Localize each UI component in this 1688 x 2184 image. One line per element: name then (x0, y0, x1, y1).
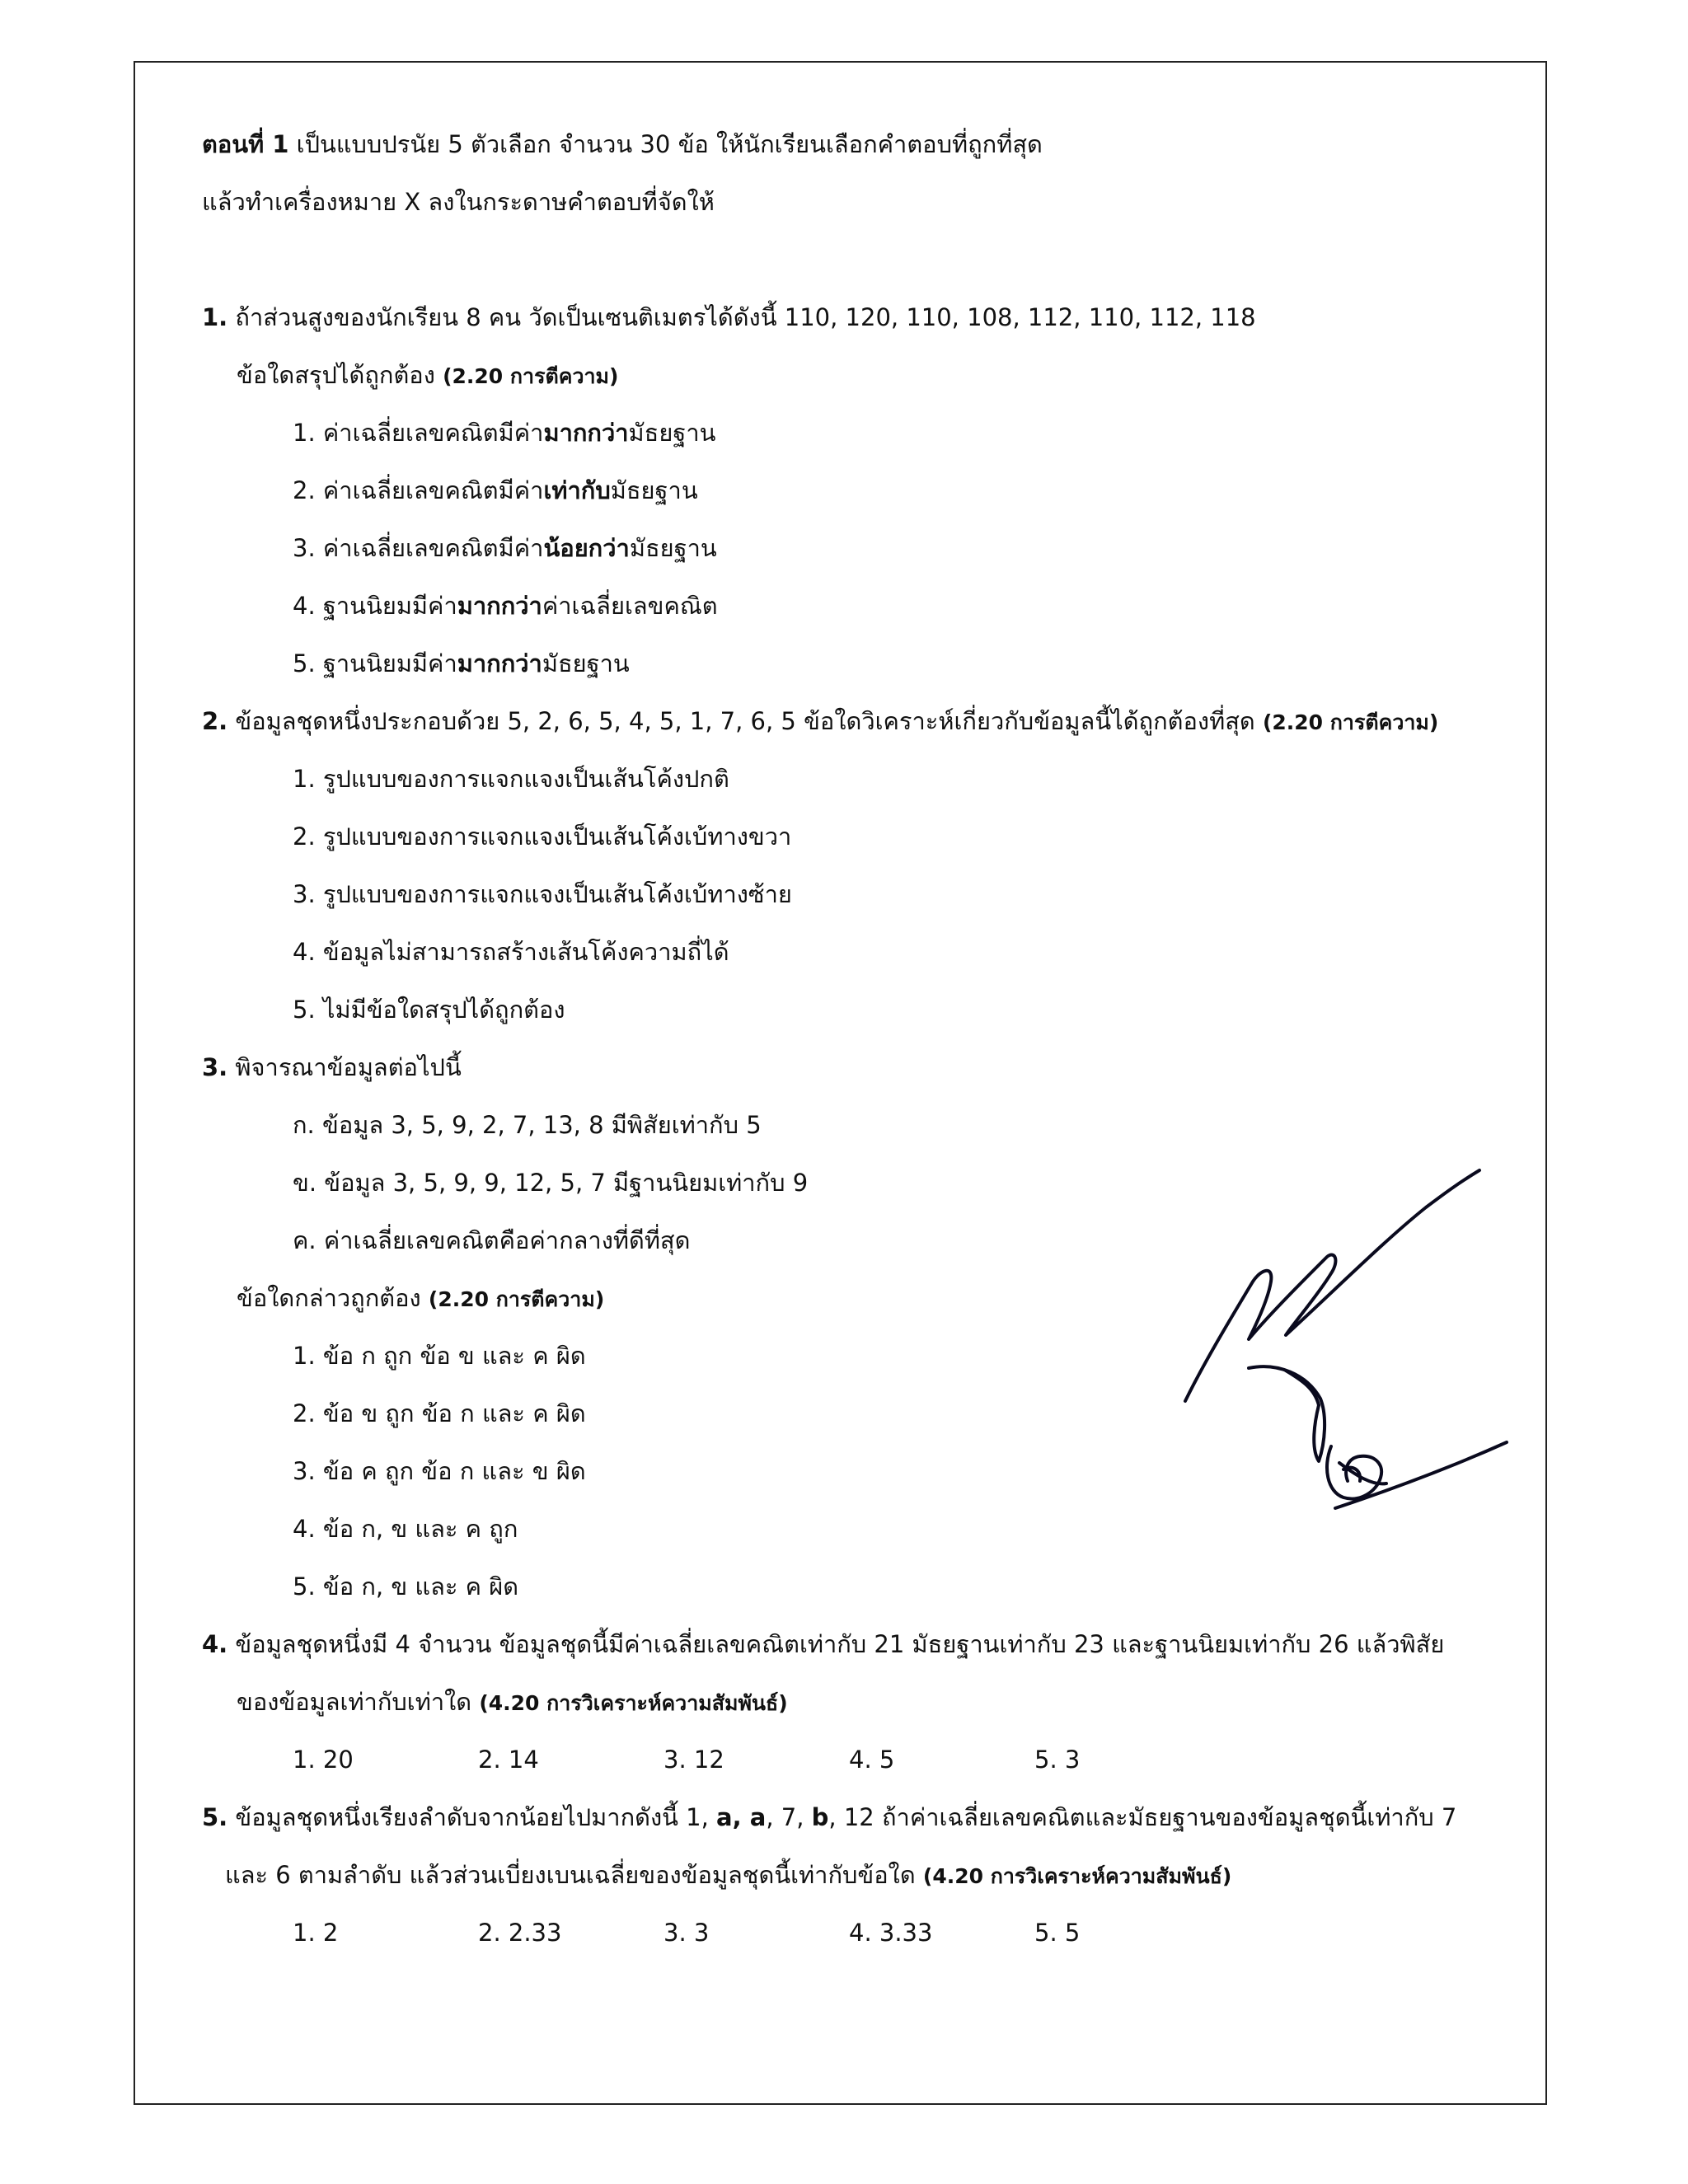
choice-text: มัธยฐาน (542, 649, 630, 677)
question-text: ข้อมูลชุดหนึ่งเรียงลำดับจากน้อยไปมากดังนี้ 1, (227, 1803, 717, 1831)
choice-3: 3. 12 (663, 1746, 724, 1774)
question-text: , 7, (766, 1803, 812, 1831)
choice-text: 2. ค่าเฉลี่ยเลขคณิตมีค่า (293, 476, 544, 504)
question-1 (202, 288, 1521, 346)
question-2 (202, 692, 1521, 750)
variable-a: a (749, 1803, 767, 1831)
choice-2: 2. ข้อ ข ถูก ข้อ ก และ ค ผิด (293, 1399, 586, 1427)
choice-text: 4. ฐานนิยมมีค่า (293, 592, 457, 620)
choice-text: ค่าเฉลี่ยเลขคณิต (542, 592, 718, 620)
choice-4: 4. 5 (849, 1746, 895, 1774)
question-text: ของข้อมูลเท่ากับเท่าใด (237, 1688, 480, 1716)
choice-text: มัธยฐาน (628, 419, 716, 447)
choice-text: 5. ฐานนิยมมีค่า (293, 649, 457, 677)
section-instruction-line2: แล้วทำเครื่องหมาย X ลงในกระดาษคำตอบที่จัดให้ (202, 188, 715, 216)
question-1-prompt (202, 346, 1521, 404)
question-number: 3. (202, 1053, 228, 1081)
choice-5: 5. 5 (1034, 1919, 1081, 1947)
choice-5: 5. ข้อ ก, ข และ ค ผิด (293, 1572, 519, 1601)
question-4-prompt (202, 1673, 1521, 1731)
signature-stroke (1185, 1170, 1479, 1401)
choice-3 (202, 519, 1521, 577)
choice-3: 3. 3 (663, 1919, 710, 1947)
question-number: 2. (202, 707, 228, 735)
section-label: ตอนที่ 1 (202, 130, 289, 158)
choice-emphasis: น้อยกว่า (543, 534, 630, 562)
question-text: ถ้าส่วนสูงของนักเรียน 8 คน วัดเป็นเซนติเมตรได้ดังนี้ 110, 120, 110, 108, 112, 110, 112, 118 (227, 303, 1256, 331)
spacer (202, 231, 1521, 288)
question-text: , 12 ถ้าค่าเฉลี่ยเลขคณิตและมัธยฐานของข้อมูลชุดนี้เท่ากับ 7 (828, 1803, 1457, 1831)
question-text: ข้อใดกล่าวถูกต้อง (237, 1284, 429, 1312)
choice-5: 5. ไม่มีข้อใดสรุปได้ถูกต้อง (293, 996, 565, 1024)
choice-emphasis: เท่ากับ (543, 476, 611, 504)
section-text: เป็นแบบปรนัย 5 ตัวเลือก จำนวน 30 ข้อ ให้นักเรียนเลือกคำตอบที่ถูกที่สุด (288, 130, 1043, 158)
question-number: 4. (202, 1630, 228, 1658)
skill-tag: (2.20 การตีความ) (1262, 710, 1439, 734)
choice-2: 2. รูปแบบของการแจกแจงเป็นเส้นโค้งเบ้ทางขวา (293, 823, 792, 851)
choice-1: 1. ข้อ ก ถูก ข้อ ข และ ค ผิด (293, 1342, 586, 1370)
choice-3: 3. รูปแบบของการแจกแจงเป็นเส้นโค้งเบ้ทางซ้าย (293, 880, 792, 908)
question-text: ข้อมูลชุดหนึ่งประกอบด้วย 5, 2, 6, 5, 4, 5, 1, 7, 6, 5 ข้อใดวิเคราะห์เกี่ยวกับข้อมูลนี้ได้ถูกต้องที่สุด (227, 707, 1263, 735)
exam-content (202, 115, 1521, 1961)
choice-5 (202, 635, 1521, 692)
choice-4: 4. ข้อมูลไม่สามารถสร้างเส้นโค้งความถี่ได้ (293, 938, 729, 966)
question-3 (202, 1038, 1521, 1096)
statement-kho: ข. ข้อมูล 3, 5, 9, 9, 12, 5, 7 มีฐานนิยมเท่ากับ 9 (293, 1169, 809, 1197)
skill-tag: (4.20 การวิเคราะห์ความสัมพันธ์) (479, 1691, 788, 1715)
choice-2 (202, 462, 1521, 519)
choice-3: 3. ข้อ ค ถูก ข้อ ก และ ข ผิด (293, 1457, 586, 1485)
choice-emphasis: มากกว่า (457, 592, 542, 620)
question-number: 1. (202, 303, 228, 331)
choice-text: มัธยฐาน (629, 534, 717, 562)
signature (1170, 1158, 1517, 1521)
choice-text: 1. ค่าเฉลี่ยเลขคณิตมีค่า (293, 419, 544, 447)
choices-row (202, 1904, 1521, 1961)
question-text: และ 6 ตามลำดับ แล้วส่วนเบี่ยงเบนเฉลี่ยของข้อมูลชุดนี้เท่ากับข้อใด (225, 1861, 923, 1889)
choice-text: 3. ค่าเฉลี่ยเลขคณิตมีค่า (293, 534, 544, 562)
statement-kho-khwai: ค. ค่าเฉลี่ยเลขคณิตคือค่ากลางที่ดีที่สุด (293, 1226, 691, 1254)
question-5-prompt (202, 1846, 1521, 1904)
question-4 (202, 1615, 1521, 1673)
question-text: ข้อใดสรุปได้ถูกต้อง (237, 361, 443, 389)
question-text: ข้อมูลชุดหนึ่งมี 4 จำนวน ข้อมูลชุดนี้มีค่าเฉลี่ยเลขคณิตเท่ากับ 21 มัธยฐานเท่ากับ 23 และฐานนิยมเท่ากับ 26 แล้วพิสัย (227, 1630, 1445, 1658)
choice-1 (202, 404, 1521, 462)
choice-4: 4. ข้อ ก, ข และ ค ถูก (293, 1515, 518, 1543)
question-5 (202, 1788, 1521, 1846)
signature-stroke (1249, 1366, 1325, 1461)
skill-tag: (4.20 การวิเคราะห์ความสัมพันธ์) (922, 1864, 1232, 1888)
statement-ko: ก. ข้อมูล 3, 5, 9, 2, 7, 13, 8 มีพิสัยเท่ากับ 5 (293, 1111, 762, 1139)
skill-tag: (2.20 การตีความ) (428, 1287, 605, 1311)
choice-emphasis: มากกว่า (543, 419, 629, 447)
choice-4: 4. 3.33 (849, 1919, 933, 1947)
variable-b: b (811, 1803, 829, 1831)
choice-1: 1. 2 (293, 1919, 339, 1947)
separator: , (732, 1803, 750, 1831)
variable-a: a (716, 1803, 733, 1831)
choice-emphasis: มากกว่า (457, 649, 542, 677)
choice-2: 2. 2.33 (478, 1919, 562, 1947)
choice-5: 5. 3 (1034, 1746, 1081, 1774)
section-instruction (202, 115, 1521, 173)
choice-text: มัธยฐาน (610, 476, 698, 504)
skill-tag: (2.20 การตีความ) (443, 364, 619, 388)
question-number: 5. (202, 1803, 228, 1831)
choice-1: 1. รูปแบบของการแจกแจงเป็นเส้นโค้งปกติ (293, 765, 729, 793)
choice-2: 2. 14 (478, 1746, 539, 1774)
choice-4 (202, 577, 1521, 635)
choice-1: 1. 20 (293, 1746, 354, 1774)
choices-row (202, 1731, 1521, 1788)
question-text: พิจารณาข้อมูลต่อไปนี้ (227, 1053, 462, 1081)
